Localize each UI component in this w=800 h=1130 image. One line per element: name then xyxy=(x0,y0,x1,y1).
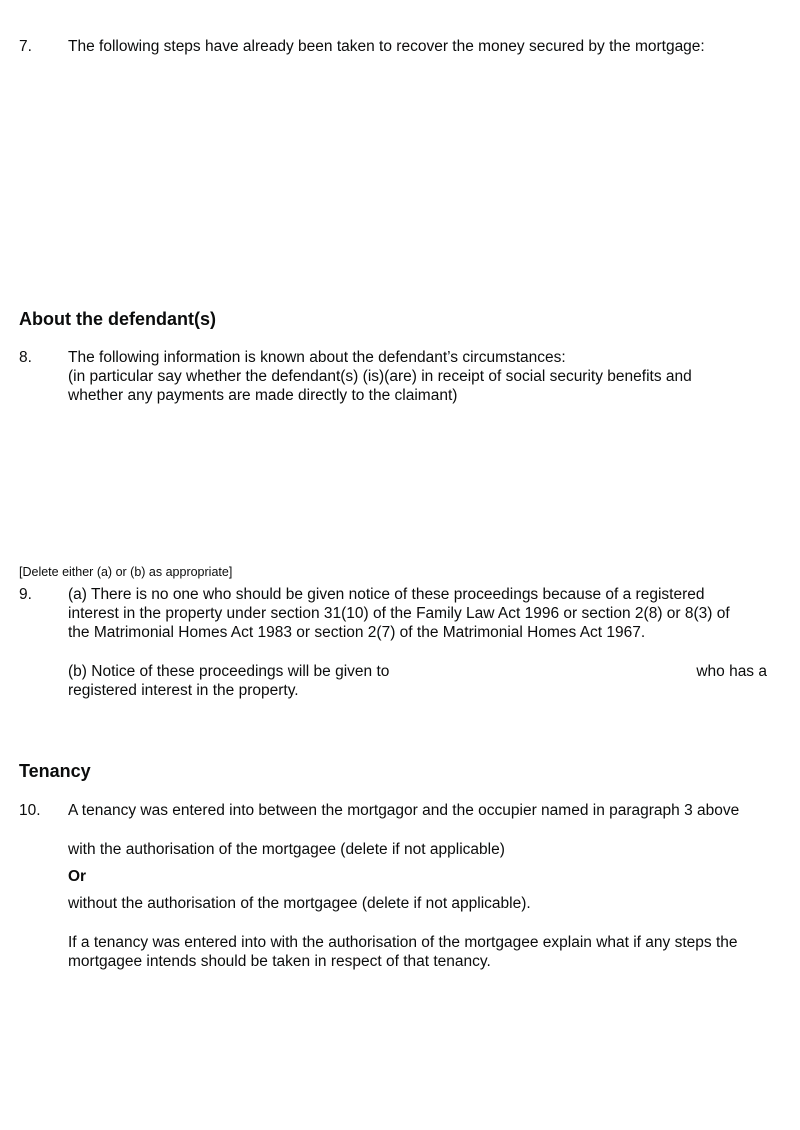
para7-number: 7. xyxy=(19,38,32,55)
about-defendants-heading: About the defendant(s) xyxy=(19,309,216,329)
para10-explain-line1: If a tenancy was entered into with the authorisation of the mortgagee explain what if any steps the xyxy=(68,934,738,951)
para10-number: 10. xyxy=(19,802,41,819)
para8-line1: The following information is known about the defendant’s circumstances: xyxy=(68,349,566,366)
tenancy-heading: Tenancy xyxy=(19,761,91,781)
para9-a-line1: (a) There is no one who should be given notice of these proceedings because of a registered xyxy=(68,586,705,603)
para8-number: 8. xyxy=(19,349,32,366)
para9-option-a xyxy=(68,585,776,642)
para10-explain xyxy=(68,933,738,971)
para10-with-authorisation: with the authorisation of the mortgagee (delete if not applicable) xyxy=(68,841,505,858)
para8-line3: whether any payments are made directly to the claimant) xyxy=(68,387,458,404)
para10-line1: A tenancy was entered into between the mortgagor and the occupier named in paragraph 3 above xyxy=(68,802,740,819)
para9-a-line2: interest in the property under section 31(10) of the Family Law Act 1996 or section 2(8) or 8(3) of xyxy=(68,605,730,622)
para9-number: 9. xyxy=(19,586,32,603)
para8-text xyxy=(68,348,776,405)
para10-without-authorisation: without the authorisation of the mortgagee (delete if not applicable). xyxy=(68,895,531,912)
para8-line2: (in particular say whether the defendant(s) (is)(are) in receipt of social security benefits and xyxy=(68,368,692,385)
para10-or: Or xyxy=(68,868,87,885)
para9-b-line2: registered interest in the property. xyxy=(68,682,299,699)
para9-a-line3: the Matrimonial Homes Act 1983 or section 2(7) of the Matrimonial Homes Act 1967. xyxy=(68,624,646,641)
para7-text: The following steps have already been taken to recover the money secured by the mortgage: xyxy=(68,38,705,55)
para9-delete-note: [Delete either (a) or (b) as appropriate] xyxy=(19,565,233,579)
para10-explain-line2: mortgagee intends should be taken in respect of that tenancy. xyxy=(68,953,491,970)
para9-b-line1-start: (b) Notice of these proceedings will be given to xyxy=(68,663,390,680)
para9-b-line1-end: who has a xyxy=(696,663,767,680)
